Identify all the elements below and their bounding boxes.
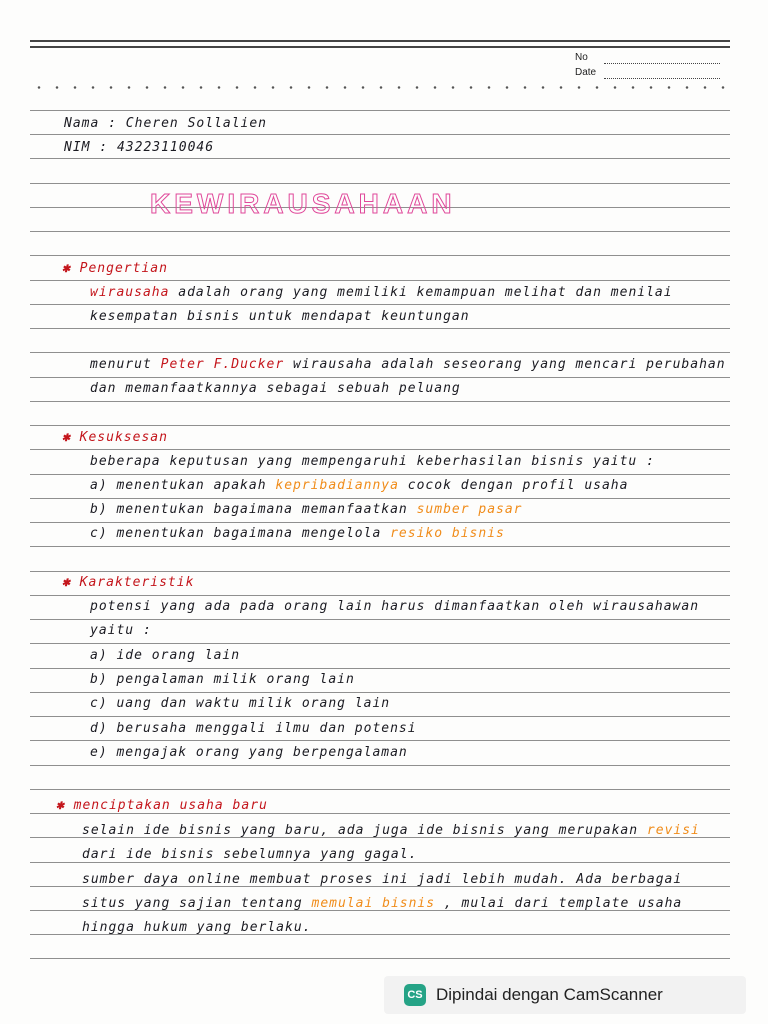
definition-line-2: kesempatan bisnis untuk mendapat keuntungan — [90, 309, 470, 324]
date-label: Date — [575, 67, 597, 78]
trait-item: c) uang dan waktu milik orang lain — [90, 696, 391, 711]
trait-item: e) mengajak orang yang berpengalaman — [90, 745, 408, 760]
page-title: KEWIRAUSAHAAN — [150, 188, 456, 219]
no-line — [604, 63, 720, 64]
new-business-line-3: sumber daya online membuat proses ini jadi lebih mudah. Ada berbagai — [82, 872, 683, 887]
asterisk-icon: ✱ — [62, 575, 71, 590]
trait-item: b) pengalaman milik orang lain — [90, 672, 355, 687]
asterisk-icon: ✱ — [62, 261, 71, 276]
camscanner-logo-icon: CS — [404, 984, 426, 1006]
camscanner-badge — [384, 976, 746, 1014]
new-business-line-1: selain ide bisnis yang baru, ada juga ide bisnis yang merupakan revisi — [82, 823, 700, 838]
success-item-a: a) menentukan apakah kepribadiannya cocok dengan profil usaha — [90, 478, 629, 493]
traits-intro-2: yaitu : — [90, 623, 152, 638]
asterisk-icon: ✱ — [62, 430, 71, 445]
asterisk-icon: ✱ — [56, 798, 65, 813]
definition-line-1: wirausaha adalah orang yang memiliki kemampuan melihat dan menilai — [90, 285, 673, 300]
section-heading-kesuksesan: ✱ Kesuksesan — [62, 430, 168, 445]
no-label: No — [575, 52, 588, 63]
new-business-line-2: dari ide bisnis sebelumnya yang gagal. — [82, 847, 418, 862]
student-name: Nama : Cheren Sollalien — [64, 116, 268, 131]
quote-line-1: menurut Peter F.Ducker wirausaha adalah seseorang yang mencari perubahan — [90, 357, 726, 372]
student-nim: NIM : 43223110046 — [64, 140, 215, 155]
success-item-b: b) menentukan bagaimana memanfaatkan sumber pasar — [90, 502, 523, 517]
top-rule-2 — [30, 46, 730, 48]
quote-line-2: dan memanfaatkannya sebagai sebuah peluang — [90, 381, 461, 396]
success-intro: beberapa keputusan yang mempengaruhi keberhasilan bisnis yaitu : — [90, 454, 655, 469]
traits-intro-1: potensi yang ada pada orang lain harus dimanfaatkan oleh wirausahawan — [90, 599, 700, 614]
trait-item: d) berusaha menggali ilmu dan potensi — [90, 721, 417, 736]
success-item-c: c) menentukan bagaimana mengelola resiko bisnis — [90, 526, 505, 541]
new-business-line-5: hingga hukum yang berlaku. — [82, 920, 312, 935]
trait-item: a) ide orang lain — [90, 648, 241, 663]
new-business-line-4: situs yang sajian tentang memulai bisnis , mulai dari template usaha — [82, 896, 683, 911]
camscanner-badge-text: Dipindai dengan CamScanner — [436, 985, 663, 1004]
dotted-separator — [30, 86, 730, 89]
top-rule — [30, 40, 730, 42]
section-heading-karakteristik: ✱ Karakteristik — [62, 575, 195, 590]
section-heading-usaha-baru: ✱ menciptakan usaha baru — [56, 798, 268, 813]
date-line — [604, 78, 720, 79]
section-heading-pengertian: ✱ Pengertian — [62, 261, 168, 276]
